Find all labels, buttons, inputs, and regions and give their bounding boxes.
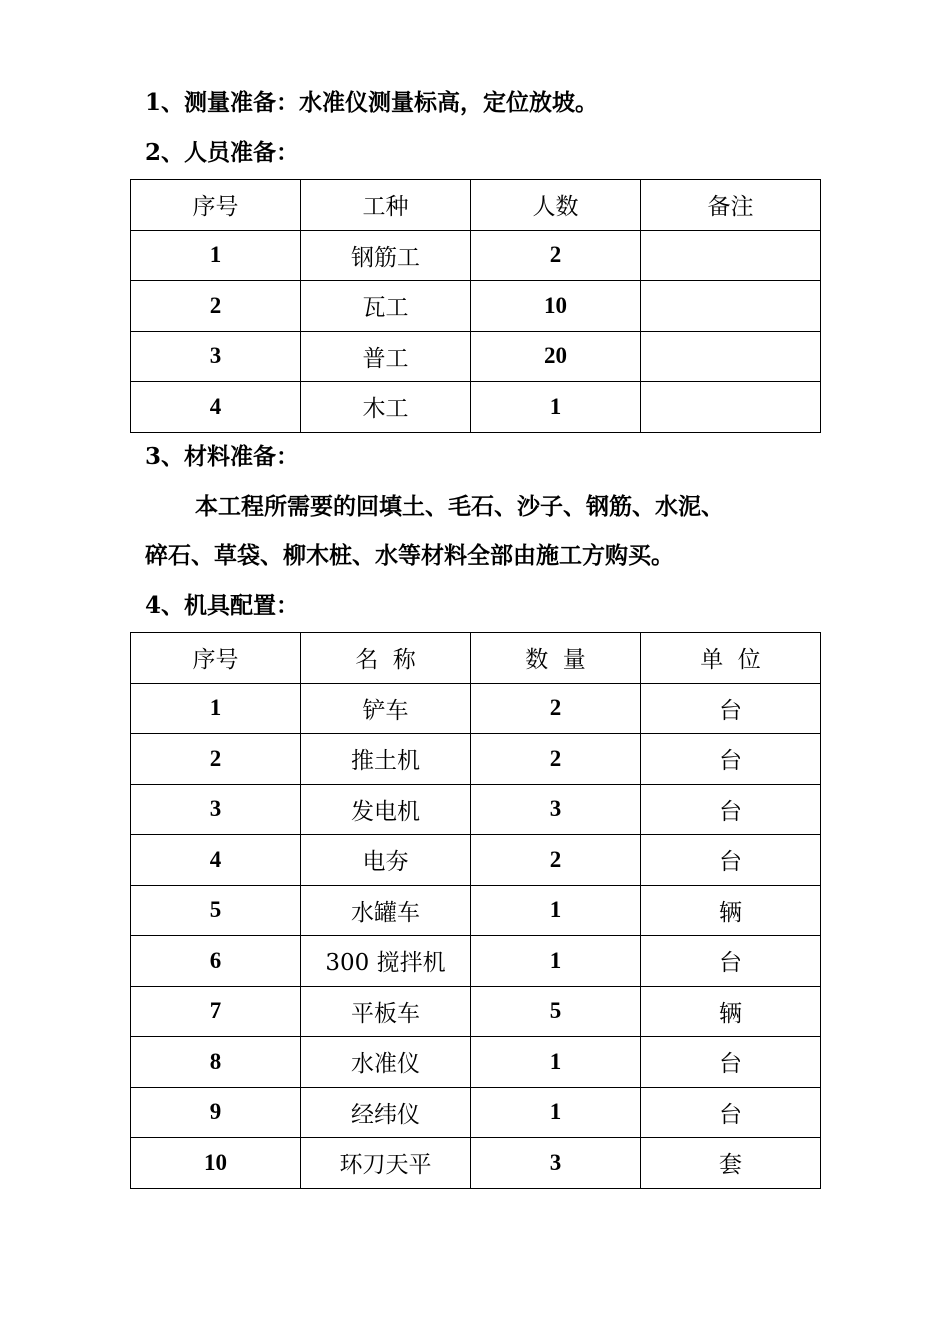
- table-row: [131, 281, 821, 332]
- section-3-body-line-2: 碎石、草袋、柳木桩、水等材料全部由施工方购买。: [145, 542, 674, 569]
- cell-unit: 台: [641, 835, 821, 886]
- cell-equipment: 铲车: [301, 683, 471, 734]
- cell-quantity: 2: [471, 835, 641, 886]
- cell-remark: [641, 382, 821, 433]
- header-cell: 数 量: [471, 633, 641, 684]
- cell-equipment: 水罐车: [301, 885, 471, 936]
- cell-index: 4: [131, 835, 301, 886]
- cell-quantity: 2: [471, 683, 641, 734]
- cell-count: 20: [471, 331, 641, 382]
- table-row: [131, 784, 821, 835]
- cell-quantity: 3: [471, 1138, 641, 1189]
- cell-index: 3: [131, 331, 301, 382]
- cell-equipment: 推土机: [301, 734, 471, 785]
- cell-index: 7: [131, 986, 301, 1037]
- cell-unit: 台: [641, 734, 821, 785]
- cell-index: 2: [131, 734, 301, 785]
- table-row: [131, 683, 821, 734]
- cell-unit: 套: [641, 1138, 821, 1189]
- table-row: [131, 230, 821, 281]
- table-row: [131, 734, 821, 785]
- table-row: [131, 885, 821, 936]
- cell-unit: 辆: [641, 986, 821, 1037]
- cell-unit: 台: [641, 683, 821, 734]
- cell-equipment: 300 搅拌机: [301, 936, 471, 987]
- table-header-row: [131, 180, 821, 231]
- cell-equipment: 发电机: [301, 784, 471, 835]
- table-row: [131, 382, 821, 433]
- cell-trade: 瓦工: [301, 281, 471, 332]
- cell-quantity: 1: [471, 1037, 641, 1088]
- section-3-body-line-1: 本工程所需要的回填土、毛石、沙子、钢筋、水泥、: [195, 493, 724, 520]
- cell-remark: [641, 281, 821, 332]
- table-row: [131, 1138, 821, 1189]
- cell-equipment: 环刀天平: [301, 1138, 471, 1189]
- cell-unit: 台: [641, 784, 821, 835]
- table-row: [131, 986, 821, 1037]
- cell-count: 2: [471, 230, 641, 281]
- cell-equipment: 水准仪: [301, 1037, 471, 1088]
- cell-remark: [641, 331, 821, 382]
- personnel-table: [130, 179, 821, 433]
- cell-remark: [641, 230, 821, 281]
- cell-equipment: 平板车: [301, 986, 471, 1037]
- cell-unit: 台: [641, 1037, 821, 1088]
- cell-quantity: 2: [471, 734, 641, 785]
- cell-index: 9: [131, 1087, 301, 1138]
- cell-unit: 辆: [641, 885, 821, 936]
- header-cell: 备注: [641, 180, 821, 231]
- cell-count: 1: [471, 382, 641, 433]
- table-header-row: [131, 633, 821, 684]
- cell-index: 6: [131, 936, 301, 987]
- table-row: [131, 331, 821, 382]
- table-row: [131, 835, 821, 886]
- cell-trade: 木工: [301, 382, 471, 433]
- cell-index: 4: [131, 382, 301, 433]
- header-cell: 序号: [131, 633, 301, 684]
- section-2-heading: 2、人员准备：: [145, 139, 300, 166]
- cell-index: 3: [131, 784, 301, 835]
- section-1-heading: 1、测量准备：水准仪测量标高，定位放坡。: [145, 89, 599, 116]
- section-4-heading: 4、机具配置：: [145, 592, 300, 619]
- cell-index: 10: [131, 1138, 301, 1189]
- table-row: [131, 1037, 821, 1088]
- cell-index: 1: [131, 683, 301, 734]
- cell-equipment: 经纬仪: [301, 1087, 471, 1138]
- table-row: [131, 1087, 821, 1138]
- cell-quantity: 1: [471, 1087, 641, 1138]
- cell-equipment: 电夯: [301, 835, 471, 886]
- header-cell: 序号: [131, 180, 301, 231]
- header-cell: 名 称: [301, 633, 471, 684]
- table-row: [131, 936, 821, 987]
- cell-unit: 台: [641, 1087, 821, 1138]
- header-cell: 单 位: [641, 633, 821, 684]
- cell-index: 2: [131, 281, 301, 332]
- cell-unit: 台: [641, 936, 821, 987]
- cell-index: 1: [131, 230, 301, 281]
- cell-quantity: 1: [471, 885, 641, 936]
- cell-trade: 普工: [301, 331, 471, 382]
- section-3-heading: 3、材料准备：: [145, 443, 300, 470]
- cell-quantity: 5: [471, 986, 641, 1037]
- header-cell: 工种: [301, 180, 471, 231]
- cell-index: 5: [131, 885, 301, 936]
- equipment-table: [130, 632, 821, 1189]
- cell-index: 8: [131, 1037, 301, 1088]
- header-cell: 人数: [471, 180, 641, 231]
- cell-trade: 钢筋工: [301, 230, 471, 281]
- cell-count: 10: [471, 281, 641, 332]
- cell-quantity: 1: [471, 936, 641, 987]
- cell-quantity: 3: [471, 784, 641, 835]
